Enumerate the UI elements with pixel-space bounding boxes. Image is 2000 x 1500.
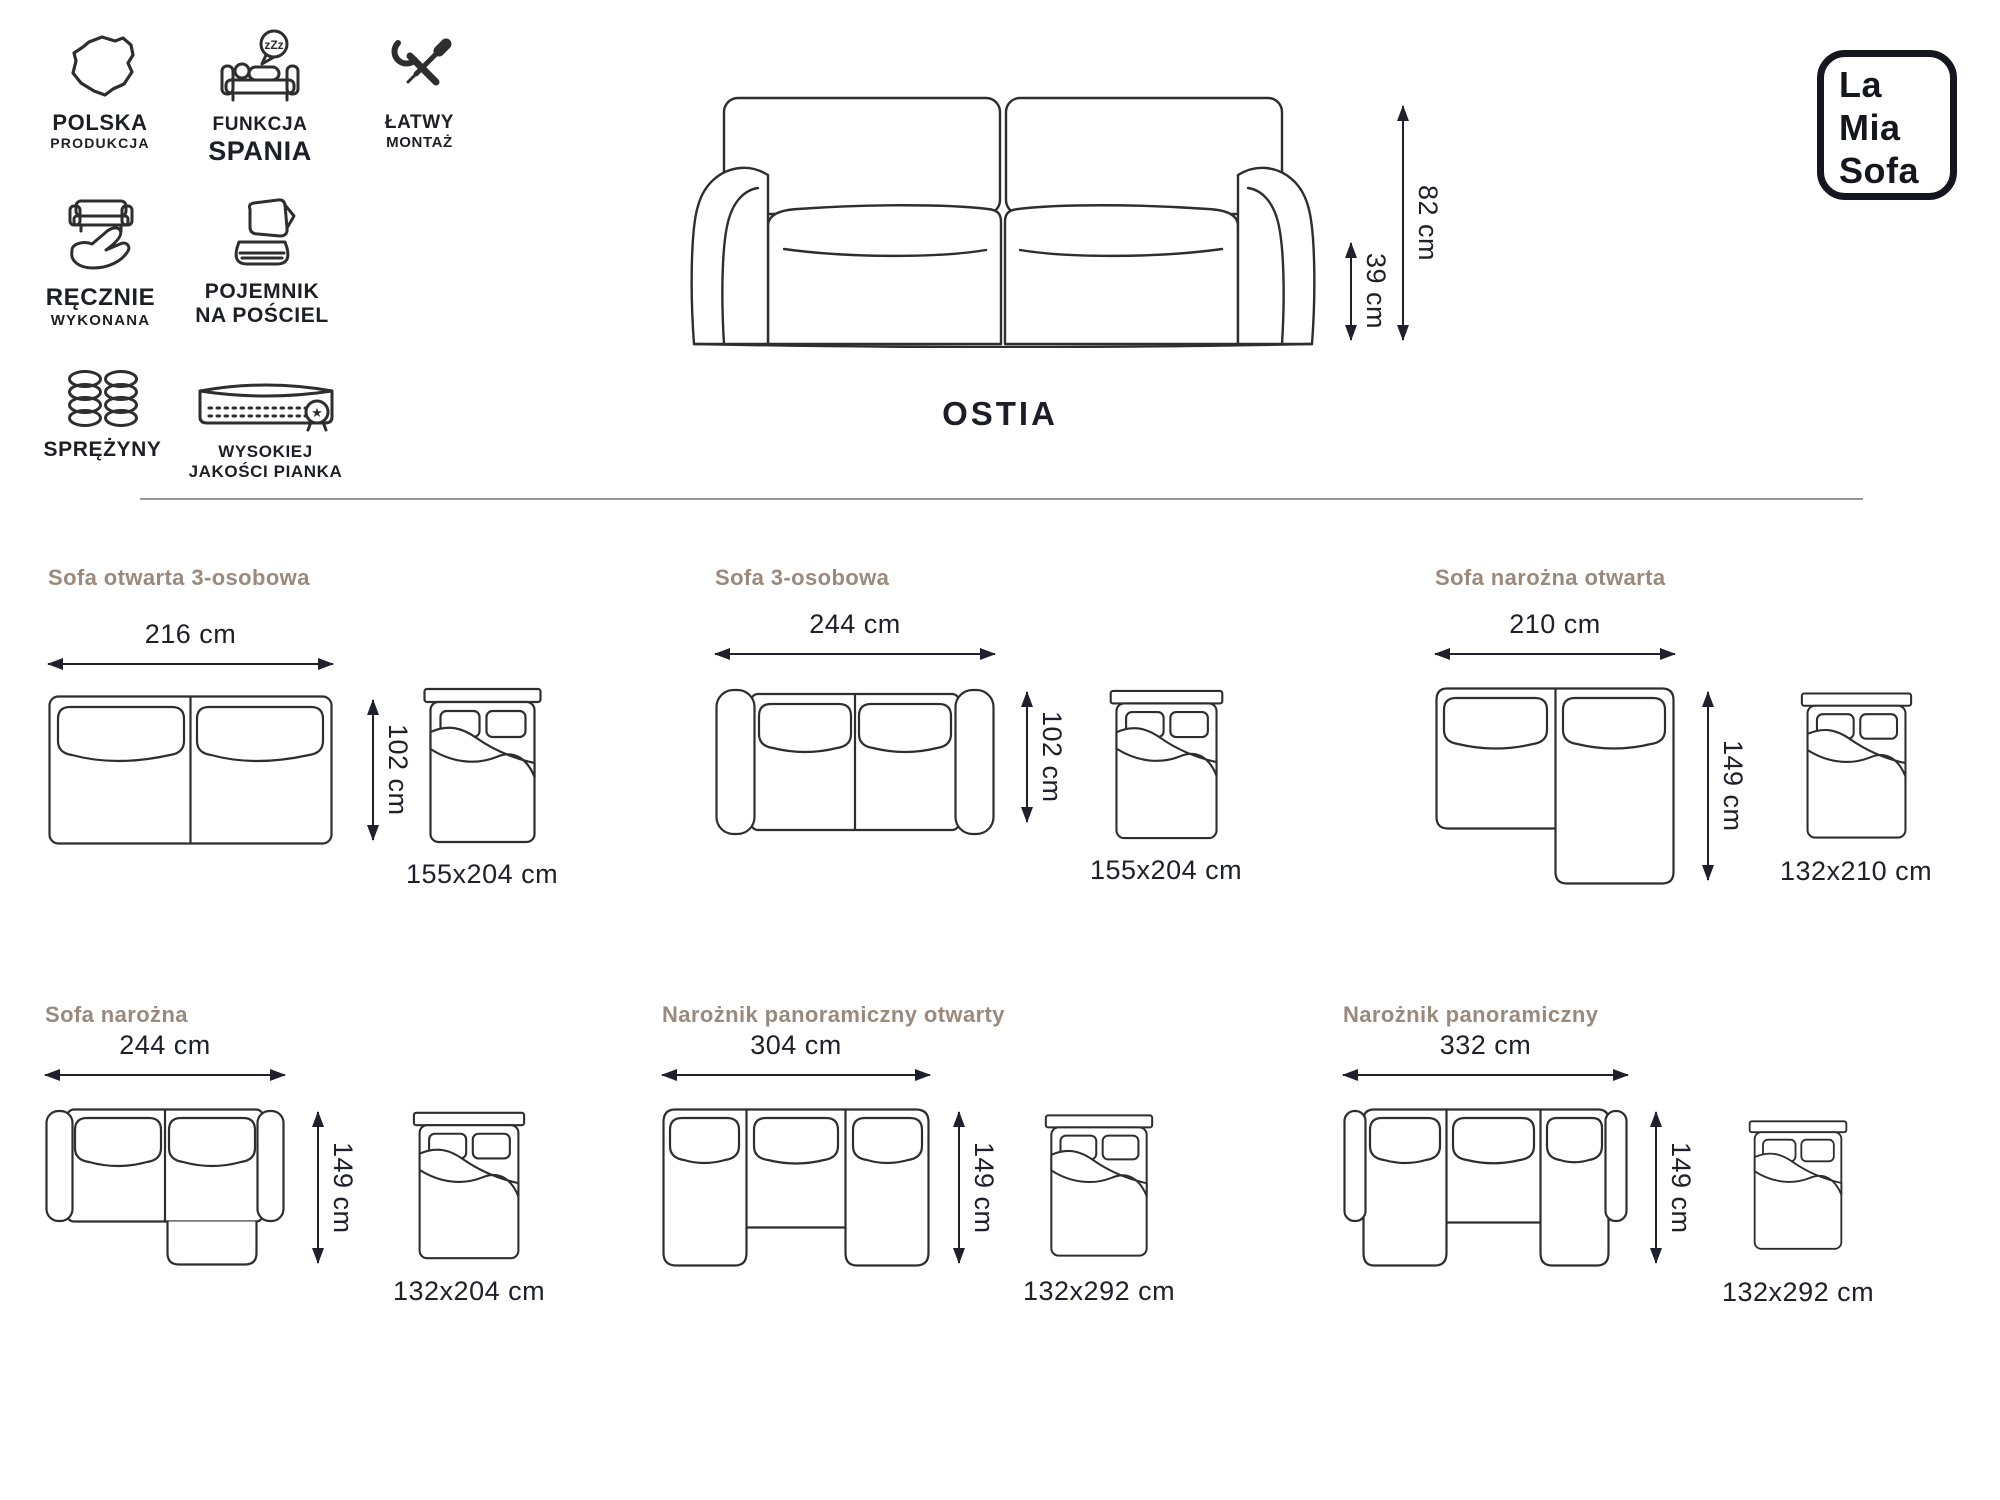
- config-title: Sofa narożna: [45, 1002, 188, 1027]
- depth-arrow: [372, 700, 374, 840]
- bed-icon: [422, 687, 543, 845]
- sleep-function-icon: [218, 28, 302, 106]
- seat-height-label: 39 cm: [1361, 253, 1391, 330]
- depth-dimension-label: 149 cm: [328, 1141, 358, 1234]
- width-dimension: [45, 1030, 285, 1076]
- bed-size-label: 132x210 cm: [1780, 856, 1933, 886]
- bed-icon: [1108, 689, 1225, 841]
- high-quality-foam-icon: [193, 372, 339, 434]
- feature-subtitle: SPANIA: [208, 135, 312, 166]
- sofa-front-view: [688, 96, 1318, 348]
- feature-funkcja-spania: [185, 28, 335, 167]
- config-card-sofa-3-osobowa: [715, 565, 1243, 905]
- feature-recznie-wykonana: [28, 196, 173, 329]
- config-card-naroznik-panoramiczny: [1343, 995, 1873, 1325]
- feature-latwy-montaz: [352, 32, 487, 151]
- sofa-top-view: [1435, 687, 1675, 885]
- bed-block: [406, 687, 558, 890]
- config-title: Sofa narożna otwarta: [1435, 565, 1666, 590]
- bed-icon: [1748, 1108, 1848, 1263]
- bed-size-label: 155x204 cm: [406, 859, 559, 889]
- width-dimension: [48, 619, 333, 665]
- width-dimension-label: 244 cm: [119, 1030, 211, 1060]
- width-arrow: [45, 1074, 285, 1076]
- overall-height-arrow: [1402, 106, 1404, 340]
- brand-line: Sofa: [1839, 150, 1920, 192]
- config-card-sofa-narozna: [45, 995, 546, 1325]
- bed-icon: [412, 1110, 526, 1262]
- depth-dimension-label: 149 cm: [1718, 740, 1748, 832]
- sofa-top-view: [715, 687, 995, 837]
- config-card-sofa-otwarta-3-osobowa: [48, 565, 559, 905]
- width-arrow: [715, 653, 995, 655]
- width-arrow: [1343, 1074, 1628, 1076]
- feature-title: POJEMNIK: [204, 280, 320, 303]
- poland-map-icon: [62, 32, 138, 102]
- width-dimension-label: 304 cm: [750, 1030, 842, 1060]
- overall-height-label: 82 cm: [1413, 184, 1443, 262]
- bed-icon: [1044, 1110, 1154, 1262]
- feature-title: FUNKCJA: [212, 114, 308, 135]
- feature-subtitle: JAKOŚCI PIANKA: [188, 461, 343, 481]
- width-dimension: [1435, 609, 1675, 655]
- width-dimension-label: 210 cm: [1509, 609, 1601, 639]
- handmade-icon: [59, 196, 143, 276]
- width-dimension: [1343, 1030, 1628, 1076]
- config-title: Sofa otwarta 3-osobowa: [48, 565, 310, 590]
- feature-polska-produkcja: [30, 32, 170, 151]
- bedding-storage-icon: [220, 196, 304, 272]
- bed-block: [1090, 689, 1242, 886]
- bed-block: [1023, 1110, 1175, 1307]
- config-title: Narożnik panoramiczny otwarty: [662, 1002, 1005, 1027]
- config-card-sofa-narozna-otwarta: [1435, 565, 1933, 905]
- bed-size-label: 132x204 cm: [393, 1276, 546, 1306]
- width-arrow: [662, 1074, 930, 1076]
- sofa-top-view: [48, 695, 333, 845]
- bed-size-label: 132x292 cm: [1023, 1276, 1176, 1306]
- feature-pojemnik-na-posciel: [182, 196, 342, 328]
- sofa-top-view: [662, 1108, 930, 1268]
- svg-text:zZz: zZz: [264, 38, 284, 52]
- bed-icon: [1800, 690, 1913, 842]
- easy-assembly-icon: [384, 32, 456, 104]
- bed-block: [1780, 690, 1932, 887]
- brand-line: La: [1839, 64, 1883, 105]
- feature-title: ŁATWY: [384, 112, 455, 133]
- depth-dimension-label: 149 cm: [969, 1141, 999, 1234]
- divider-line: [140, 498, 1863, 500]
- feature-sprezyny: [30, 368, 175, 462]
- width-arrow: [48, 663, 333, 665]
- feature-title: SPRĘŻYNY: [43, 438, 162, 461]
- sofa-top-view: [45, 1108, 285, 1268]
- width-dimension-label: 332 cm: [1439, 1030, 1532, 1060]
- width-dimension: [662, 1030, 930, 1076]
- depth-dimension-label: 102 cm: [1037, 711, 1067, 803]
- width-dimension-label: 244 cm: [809, 609, 901, 639]
- depth-arrow: [1655, 1112, 1657, 1263]
- feature-title: WYSOKIEJ: [218, 442, 313, 461]
- depth-arrow: [1026, 692, 1028, 822]
- product-name: OSTIA: [942, 395, 1058, 432]
- bed-size-label: 155x204 cm: [1090, 855, 1243, 885]
- svg-text:★: ★: [310, 405, 323, 420]
- brand-logo: [1817, 50, 1957, 200]
- feature-title: POLSKA: [52, 110, 148, 135]
- bed-block: [393, 1110, 545, 1307]
- depth-dimension-label: 102 cm: [383, 724, 413, 816]
- springs-icon: [61, 368, 145, 430]
- width-arrow: [1435, 653, 1675, 655]
- feature-subtitle: NA POŚCIEL: [195, 304, 329, 328]
- depth-arrow: [1707, 692, 1709, 880]
- bed-size-label: 132x292 cm: [1722, 1277, 1875, 1307]
- config-card-naroznik-panoramiczny-otwarty: [662, 995, 1176, 1325]
- depth-arrow: [317, 1112, 319, 1263]
- sofa-top-view: [1343, 1108, 1628, 1268]
- bed-block: [1722, 1108, 1874, 1308]
- feature-title: RĘCZNIE: [45, 284, 156, 311]
- depth-arrow: [958, 1112, 960, 1263]
- feature-wysokiej-jakosci-pianka: [178, 372, 353, 481]
- feature-subtitle: MONTAŻ: [386, 133, 453, 151]
- brand-line: Mia: [1839, 107, 1901, 149]
- width-dimension: [715, 609, 995, 655]
- feature-subtitle: PRODUKCJA: [50, 135, 150, 152]
- feature-subtitle: WYKONANA: [50, 311, 151, 329]
- depth-dimension-label: 149 cm: [1666, 1141, 1696, 1234]
- config-title: Sofa 3-osobowa: [715, 565, 890, 590]
- seat-height-arrow: [1350, 243, 1352, 340]
- width-dimension-label: 216 cm: [144, 619, 237, 649]
- config-title: Narożnik panoramiczny: [1343, 1002, 1599, 1027]
